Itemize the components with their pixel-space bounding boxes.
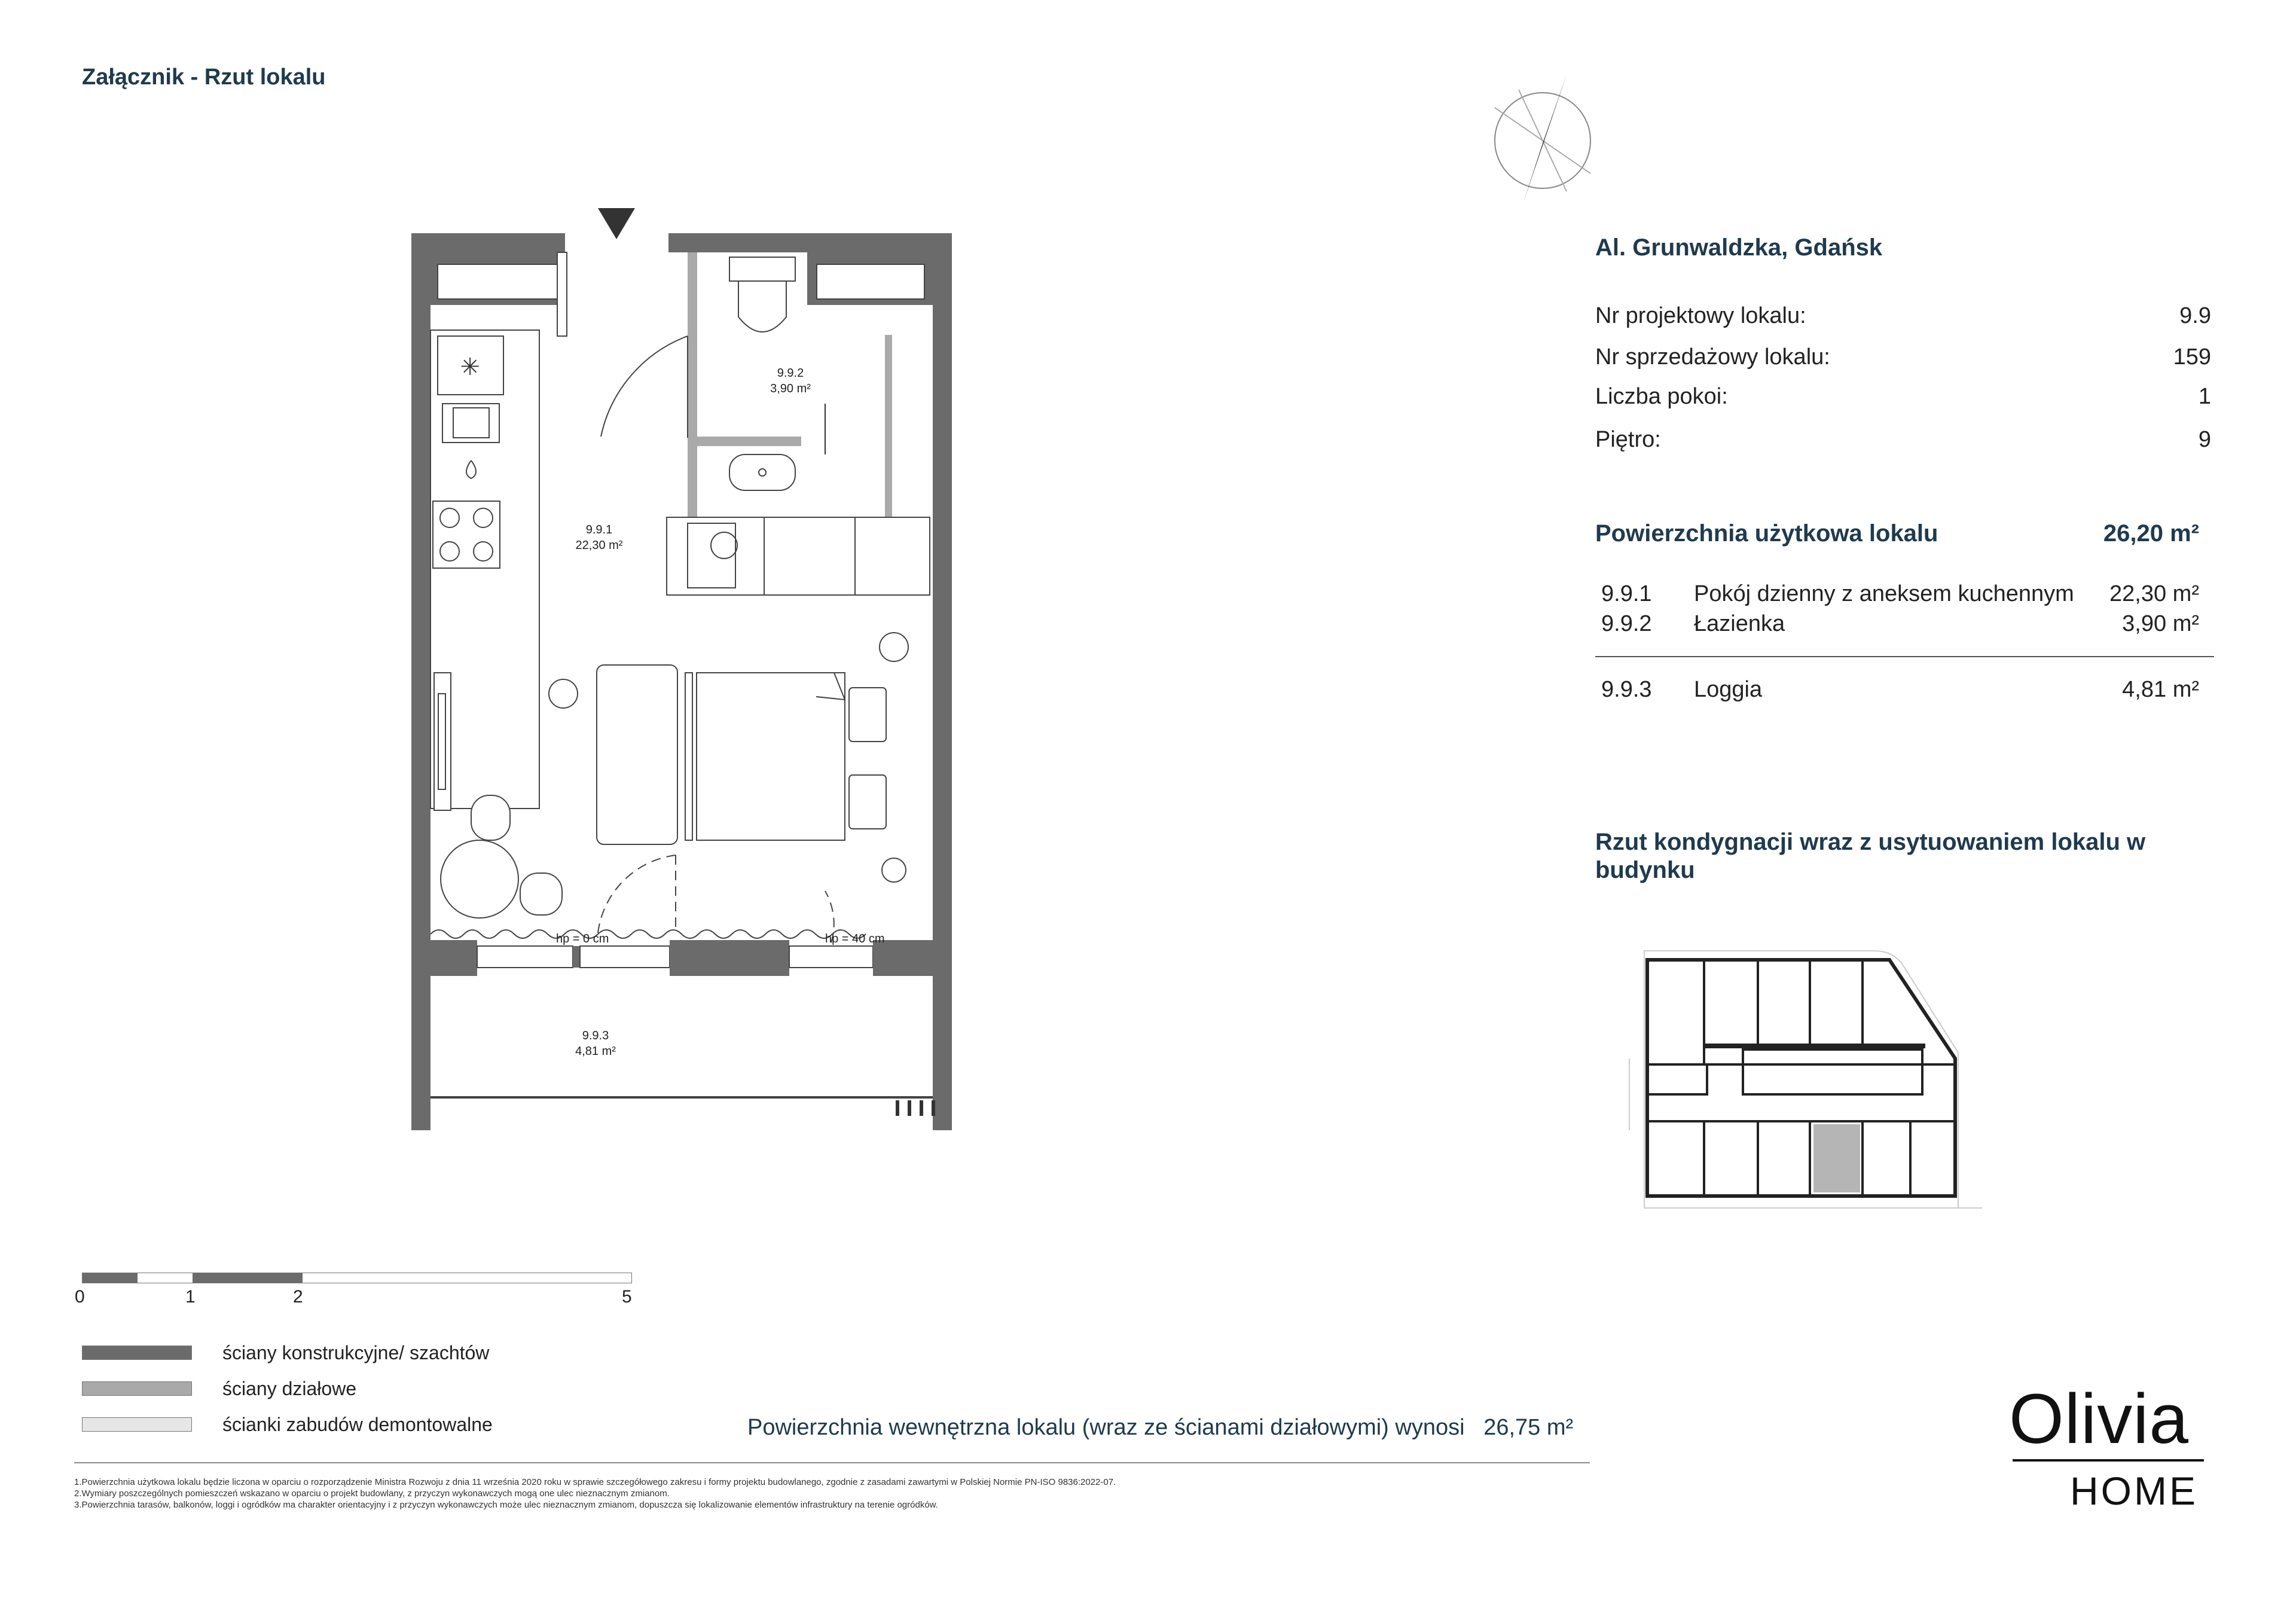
- address: Al. Grunwaldzka, Gdańsk: [1595, 234, 1883, 261]
- room2-id: 9.9.2: [777, 367, 804, 380]
- hp-label-1: hp = 0 cm: [556, 932, 609, 945]
- legend-label: ściany konstrukcyjne/ szachtów: [222, 1342, 490, 1363]
- internal-area-summary: Powierzchnia wewnętrzna lokalu (wraz ze ścianami działowymi) wynosi 26,75 m²: [747, 1415, 1574, 1440]
- room-row: 9.9.2 Łazienka 3,90 m²: [1601, 611, 2199, 636]
- compass-icon: [1483, 72, 1602, 209]
- floor-plan-heading: Rzut kondygnacji wraz z usytuowaniem lokalu w budynku: [1595, 829, 2146, 883]
- brand-logo-sub: HOME: [2070, 1469, 2198, 1513]
- footnote: 3.Powierzchnia tarasów, balkonów, loggi i ogródków ma charakter orientacyjny i z przyczyn wykonawczych może ulec nieznacznym zmianom, dopuszcza się lokalizowanie elementów infrastruktury na terenie ogródków.: [74, 1500, 938, 1510]
- divider: [1595, 656, 2214, 657]
- scale-bar: [82, 1273, 632, 1283]
- svg-text:✳: ✳: [460, 353, 480, 381]
- usable-area: Powierzchnia użytkowa lokalu 26,20 m²: [1595, 520, 2199, 547]
- page-title: Załącznik - Rzut lokalu: [82, 65, 326, 90]
- legend-swatch-structural: [82, 1346, 192, 1360]
- room1-area: 22,30 m²: [575, 539, 623, 552]
- hp-label-2: hp = 40 cm: [825, 932, 885, 945]
- legend-swatch-partition: [82, 1381, 192, 1396]
- building-key-plan: [1623, 945, 1994, 1211]
- room-row: 9.9.3 Loggia 4,81 m²: [1601, 677, 2199, 702]
- room-row: 9.9.1 Pokój dzienny z aneksem kuchennym 22,30 m²: [1601, 581, 2199, 606]
- room2-area: 3,90 m²: [770, 382, 811, 395]
- floor-plan: [395, 197, 969, 1130]
- footnote: 2.Wymiary poszczególnych pomieszczeń wskazano w oparciu o projekt budowlany, z przyczyn wykonawczych mogą one ulec nieznacznym zmianom.: [74, 1488, 670, 1499]
- room3-area: 4,81 m²: [575, 1045, 616, 1058]
- brand-logo-name: Olivia: [2009, 1380, 2190, 1459]
- legend-label: ścianki zabudów demontowalne: [222, 1414, 493, 1435]
- legend-swatch-removable: [82, 1417, 192, 1432]
- scale-tick: 1: [185, 1287, 196, 1307]
- legend-label: ściany działowe: [222, 1378, 357, 1399]
- room1-id: 9.9.1: [585, 523, 613, 536]
- brand-rule: [2013, 1459, 2204, 1462]
- scale-tick: 5: [622, 1287, 632, 1307]
- footnote: 1.Powierzchnia użytkowa lokalu będzie liczona w oparciu o rozporządzenie Ministra Rozwoju z dnia 11 września 2020 roku w sprawie szczegółowego zakresu i formy projektu budowlanego, zgodnie z zasadami zawartymi w Polskiej Normie PN-ISO 9836:2022-07.: [74, 1477, 1116, 1487]
- scale-tick: 0: [75, 1287, 85, 1307]
- footer-divider: [74, 1462, 1590, 1463]
- scale-tick: 2: [293, 1287, 303, 1307]
- room3-id: 9.9.3: [582, 1029, 609, 1042]
